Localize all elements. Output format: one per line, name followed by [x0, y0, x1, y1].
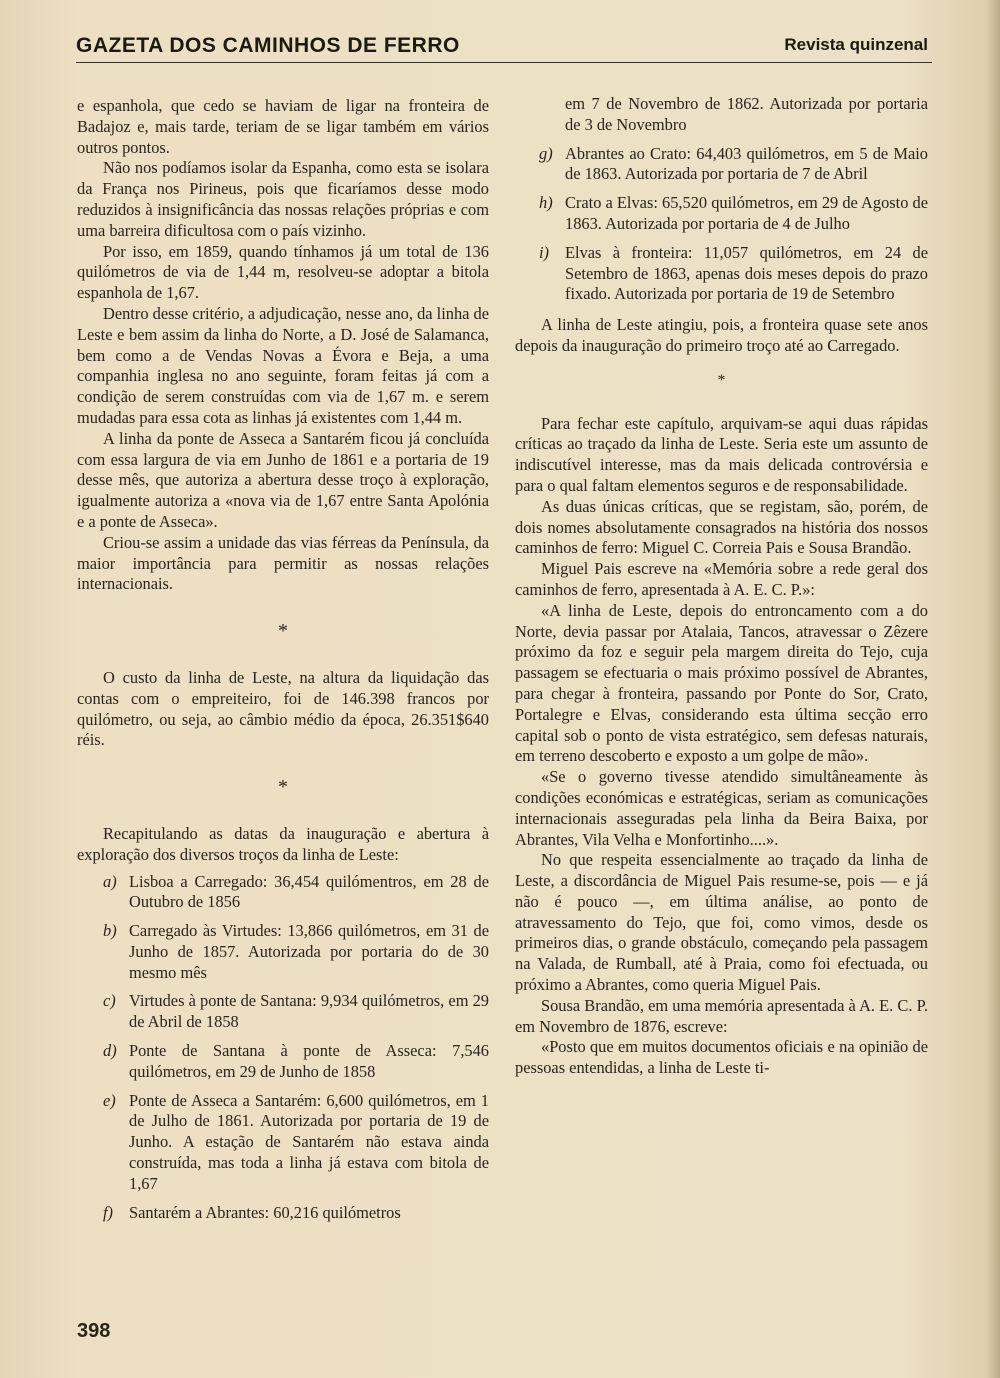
- list-item-label: c): [103, 991, 116, 1011]
- list-item: [77, 872, 489, 914]
- list-item-text: Virtudes à ponte de Santana: 9,934 quilómetros, em 29 de Abril de 1858: [129, 991, 489, 1032]
- list-item-text: Ponte de Santana à ponte de Asseca: 7,546 quilómetros, em 29 de Junho de 1858: [129, 1041, 489, 1081]
- paragraph: A linha da ponte de Asseca a Santarém ficou já concluída com essa largura de via em Junho de 1861 e a portaria de 19 desse mês, que autoriza a abertura desse troço à exploração, igualmente autoriza a «nova via de 1,67 entre Santa Apolónia e a ponte de Asseca».: [77, 428, 489, 531]
- list-item-text: Elvas à fronteira: 11,057 quilómetros, em 24 de Setembro de 1863, apenas dois meses depois do prazo fixado. Autorizada por portaria de 19 de Setembro: [565, 242, 928, 304]
- page-edge-shadow: [986, 0, 1000, 1378]
- list-item-text: Crato a Elvas: 65,520 quilómetros, em 29 de Agosto de 1863. Autorizada por portaria de 4 de Julho: [565, 193, 928, 233]
- paragraph: Para fechar este capítulo, arquivam-se aqui duas rápidas críticas ao traçado da linha de Leste. Seria este um assunto de indiscutível interesse, mas da mais delicada controvérsia e para o qual faltam elementos seguros e de responsabilidade.: [515, 413, 928, 495]
- list-item-label: f): [103, 1202, 114, 1222]
- list-item: [515, 144, 928, 186]
- list-item-text: Abrantes ao Crato: 64,403 quilómetros, em 5 de Maio de 1863. Autorizada por portaria de 7 de Abril: [565, 143, 928, 184]
- header-rule: [76, 62, 932, 63]
- list-item: [77, 1203, 489, 1224]
- list-item-text: Ponte de Asseca a Santarém: 6,600 quilómetros, em 1 de Julho de 1861. Autorizada por portaria de 19 de Junho. A estação de Santarém não estava ainda construída, mas toda a linha já estava com bitola de 1,67: [129, 1090, 489, 1193]
- paragraph: e espanhola, que cedo se haviam de ligar na fronteira de Badajoz e, mais tarde, teriam de se ligar também em vários outros pontos.: [77, 96, 489, 157]
- paragraph: Miguel Pais escreve na «Memória sobre a rede geral dos caminhos de ferro, apresentada à A. E. C. P.»:: [515, 559, 928, 599]
- list-item: [77, 921, 489, 983]
- paragraph: Dentro desse critério, a adjudicação, nesse ano, da linha de Leste e bem assim da linha do Norte, a D. José de Salamanca, bem como a de Vendas Novas a Évora e Beja, a uma companhia inglesa no ano seguinte, foram feitas já com a condição de serem construídas com via de 1,67 m. e serem mudadas para essa cota as linhas já existentes com 1,44 m.: [77, 303, 489, 427]
- list-item: [77, 1091, 489, 1195]
- journal-title: GAZETA DOS CAMINHOS DE FERRO: [76, 34, 460, 57]
- list-item-label: i): [539, 242, 550, 262]
- list-item-label: b): [103, 921, 117, 941]
- paragraph: Criou-se assim a unidade das vias férreas da Península, da maior importância para permitir as nossas relações internacionais.: [77, 532, 489, 594]
- quote-paragraph: «A linha de Leste, depois do entroncamento com a do Norte, devia passar por Atalaia, Tancos, atravessar o Zêzere próximo da foz e seguir pela margem direita do Tejo, cuja passagem se efectuaria o mais próximo possível de Abrantes, para chegar à fronteira, passando por Ponte do Sor, Crato, Portalegre e Elvas, considerando esta última secção erro capital sob o ponto de vista estratégico, sem defesas naturais, em terreno descoberto e exposto a um golpe de mão».: [515, 600, 928, 766]
- paragraph: Sousa Brandão, em uma memória apresentada à A. E. C. P. em Novembro de 1876, escreve:: [515, 995, 928, 1036]
- paragraph: As duas únicas críticas, que se registam, são, porém, de dois nomes absolutamente consagrados na história dos nossos caminhos de ferro: Miguel C. Correia Pais e Sousa Brandão.: [515, 496, 928, 558]
- quote-paragraph: «Se o governo tivesse atendido simultâneamente às condições económicas e estratégicas, seriam as comunicações internacionais asseguradas pela linha da Beira Baixa, por Abrantes, Vila Velha e Monfortinho....».: [515, 767, 928, 849]
- list-item-label: d): [103, 1041, 117, 1061]
- right-column: [515, 92, 928, 1079]
- section-separator: *: [717, 371, 726, 389]
- list-item-label: a): [103, 871, 117, 891]
- paragraph: Por isso, em 1859, quando tínhamos já um total de 136 quilómetros de via de 1,44 m, resolveu-se adoptar a bitola espanhola de 1,67.: [77, 241, 489, 303]
- left-column: [77, 96, 489, 1231]
- list-item-continuation: [515, 94, 928, 136]
- journal-subtitle: Revista quinzenal: [784, 35, 928, 54]
- section-separator: *: [278, 776, 288, 799]
- page-number: 398: [77, 1320, 111, 1342]
- paragraph: Recapitulando as datas da inauguração e abertura à exploração dos diversos troços da linha de Leste:: [77, 823, 489, 864]
- paragraph: A linha de Leste atingiu, pois, a fronteira quase sete anos depois da inauguração do primeiro troço até ao Carregado.: [515, 315, 928, 355]
- list-item-label: h): [539, 193, 553, 213]
- paragraph: No que respeita essencialmente ao traçado da linha de Leste, a discordância de Miguel Pais resume-se, pois — e já não é pouco —, em última análise, ao ponto de atravessamento do Tejo, que foi, como vimos, desde os primeiros dias, o grande obstáculo, começando pela passagem na Valada, de Rumball, até à Praia, como foi efectuada, ou próximo a Abrantes, como queria Miguel Pais.: [515, 850, 928, 995]
- list-item: [77, 991, 489, 1033]
- quote-paragraph: «Posto que em muitos documentos oficiais e na opinião de pessoas entendidas, a linha de Leste ti-: [515, 1037, 928, 1078]
- paragraph: Não nos podíamos isolar da Espanha, como esta se isolara da França nos Pirineus, pois que ficaríamos desse modo reduzidos à insignificância das nossas relações próprias e com uma barreira dificultosa com o país vizinho.: [77, 158, 489, 240]
- list-item: [515, 193, 928, 235]
- list-item: [77, 1041, 489, 1083]
- paragraph: O custo da linha de Leste, na altura da liquidação das contas com o empreiteiro, foi de 146.398 francos por quilómetro, ou seja, ao câmbio médio da época, 26.351$640 réis.: [77, 667, 489, 750]
- list-item-text: Lisboa a Carregado: 36,454 quilómentros, em 28 de Outubro de 1856: [129, 871, 489, 912]
- list-item-text: Santarém a Abrantes: 60,216 quilómetros: [129, 1202, 401, 1222]
- list-item-label: e): [103, 1090, 116, 1110]
- list-item: [515, 243, 928, 305]
- list-item-text: Carregado às Virtudes: 13,866 quilómetros, em 31 de Junho de 1857. Autorizada por portaria do de 30 mesmo mês: [129, 921, 489, 982]
- section-separator: *: [278, 620, 288, 643]
- list-item-text: em 7 de Novembro de 1862. Autorizada por portaria de 3 de Novembro: [565, 94, 928, 134]
- list-item-label: g): [539, 143, 553, 163]
